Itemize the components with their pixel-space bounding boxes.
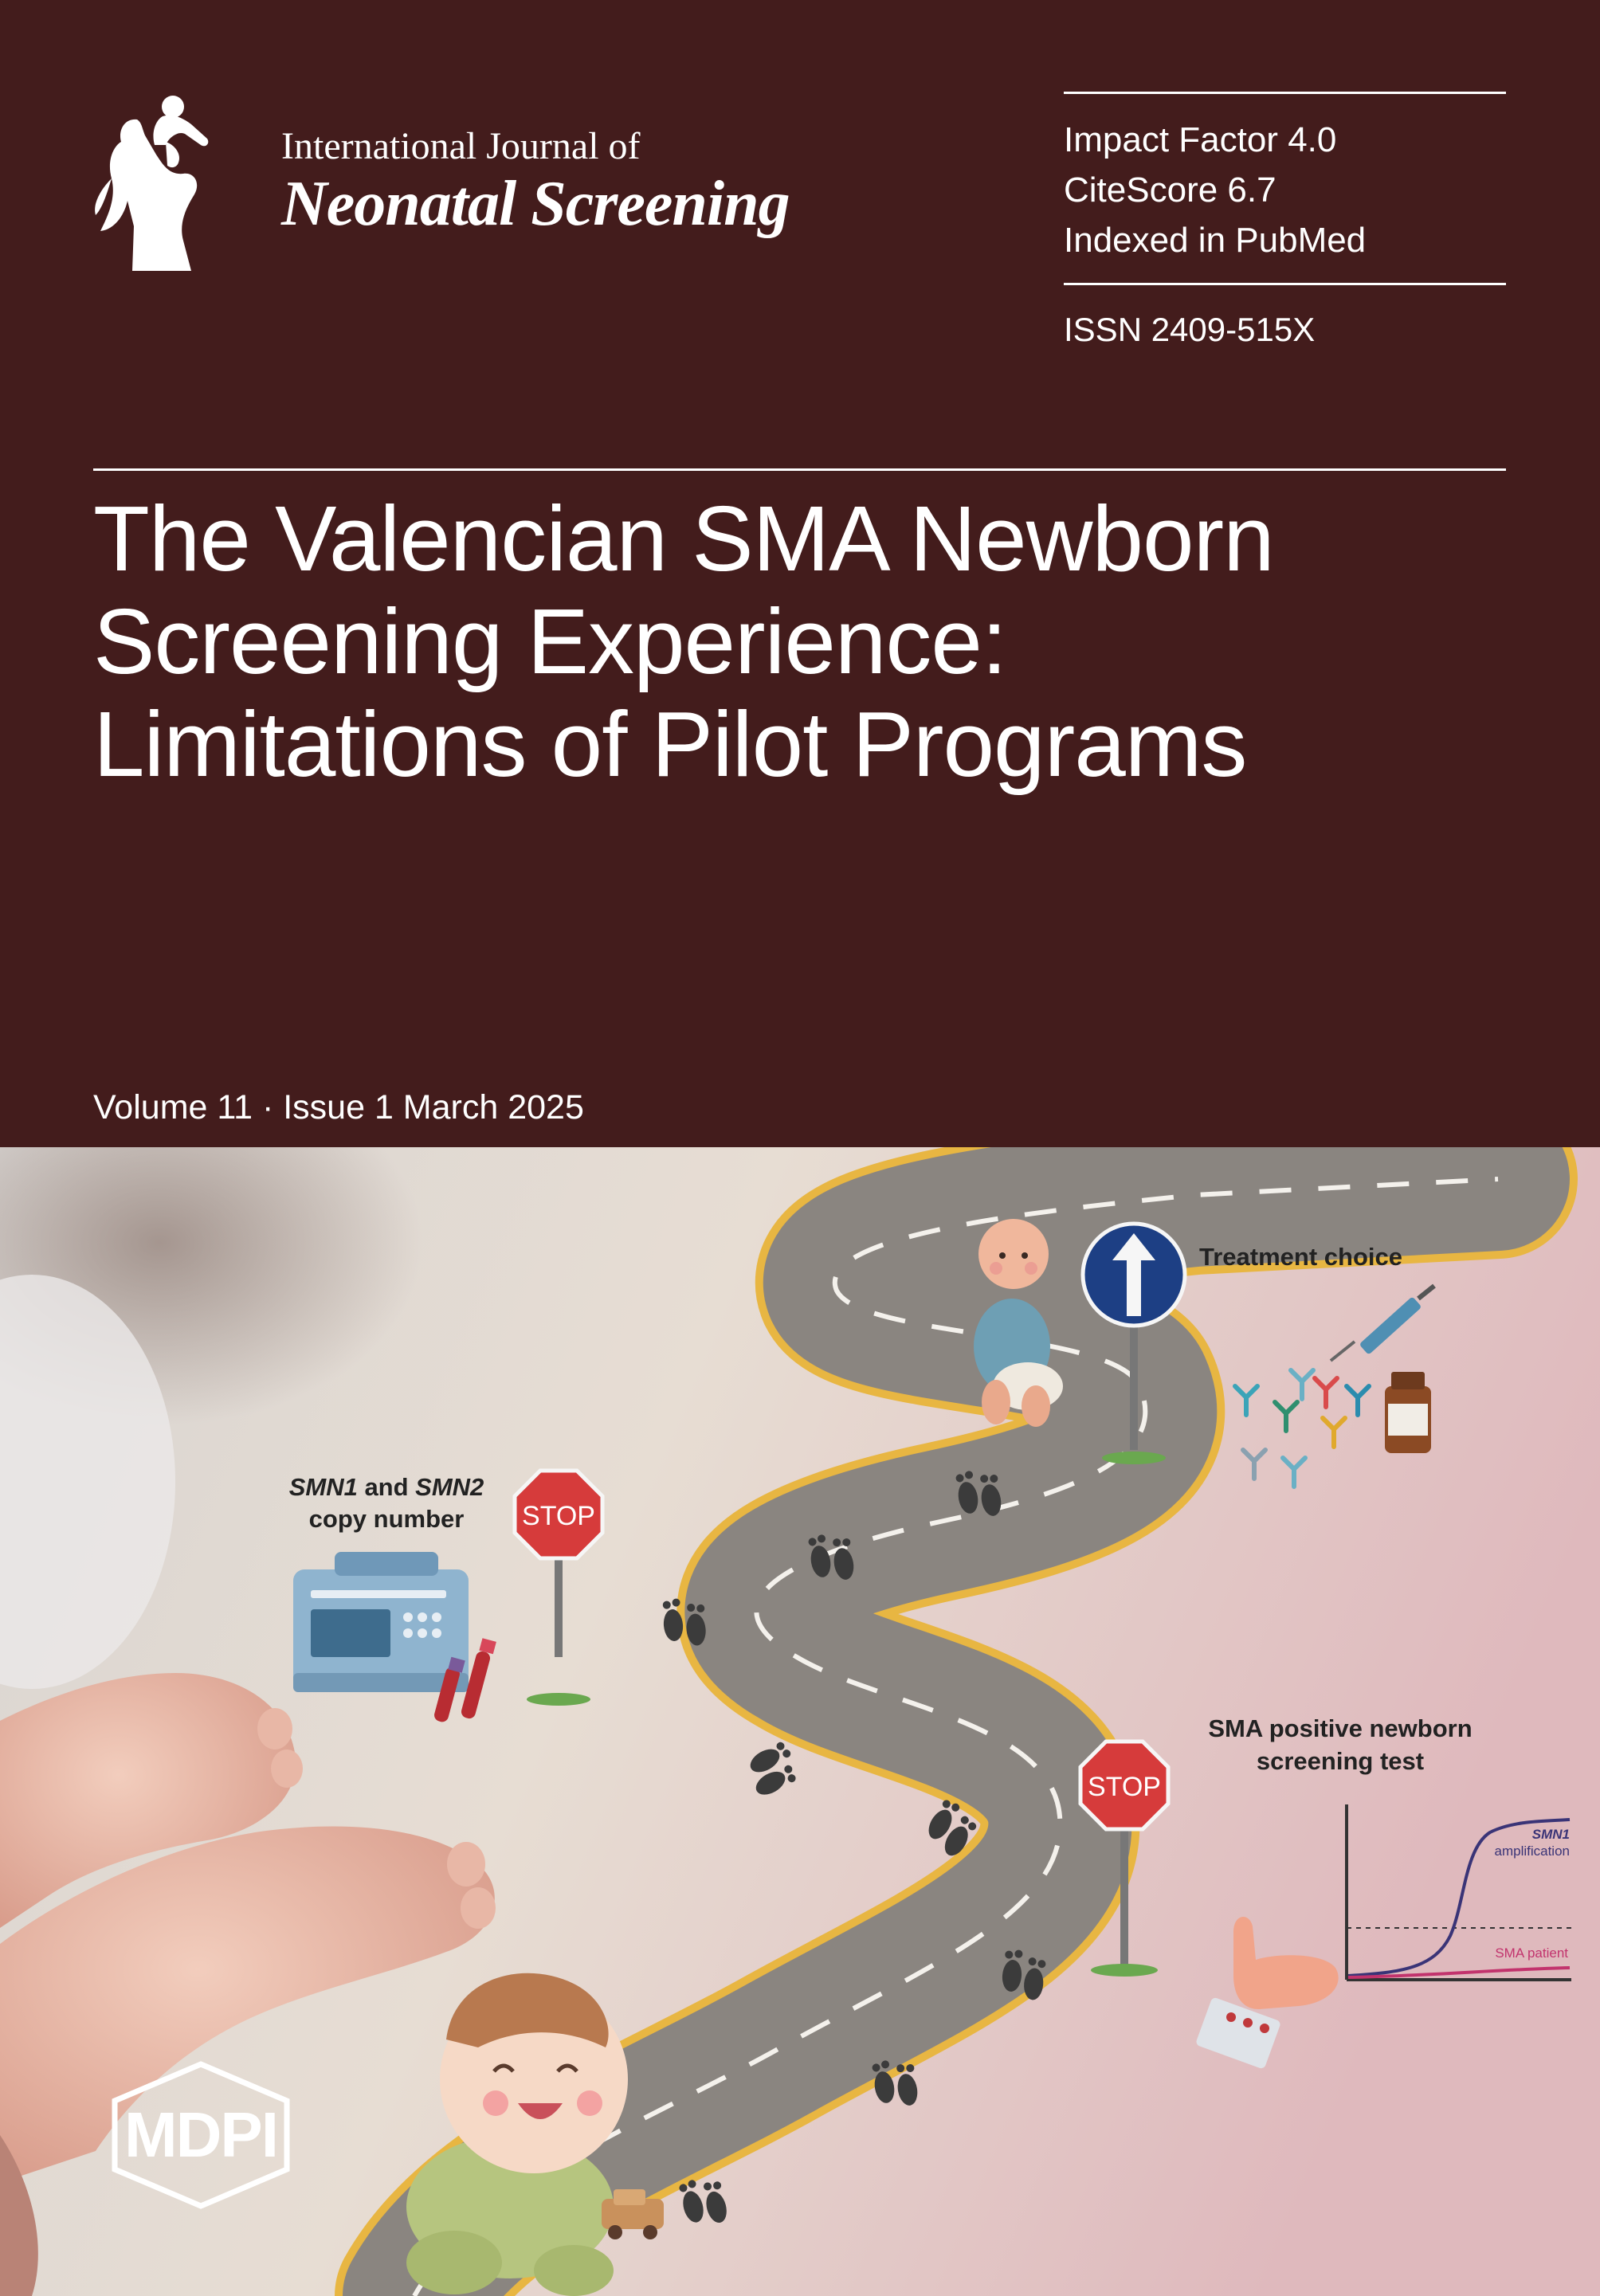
mdpi-logo-text: MDPI	[124, 2099, 277, 2170]
cover-header-band	[0, 0, 1600, 1147]
copy-number-and: and	[357, 1473, 416, 1501]
sma-patient-label: SMA patient	[1495, 1945, 1568, 1961]
mother-baby-logo-icon	[89, 96, 241, 271]
treatment-choice-label: Treatment choice	[1199, 1243, 1402, 1271]
issn: ISSN 2409-515X	[1064, 311, 1316, 348]
amplification-label-gene: SMN1	[1531, 1827, 1570, 1842]
stop-sign-bottom-label: STOP	[1088, 1772, 1161, 1802]
journal-name	[281, 123, 790, 238]
amplification-label-text: amplification	[1494, 1843, 1570, 1859]
positive-test-label-line2: screening test	[1256, 1747, 1425, 1775]
article-title-line2: Screening Experience:	[93, 590, 1007, 693]
article-title-line3: Limitations of Pilot Programs	[93, 692, 1247, 796]
issue-info: Volume 11 · Issue 1 March 2025	[93, 1088, 584, 1126]
journal-metrics	[1064, 92, 1506, 354]
impact-factor: Impact Factor 4.0	[1064, 120, 1337, 159]
journal-name-line1: International Journal of	[281, 125, 641, 167]
journal-name-line2: Neonatal Screening	[281, 169, 790, 239]
mdpi-logo-mark	[89, 2059, 312, 2211]
citescore: CiteScore 6.7	[1064, 170, 1276, 210]
indexing: Indexed in PubMed	[1064, 221, 1367, 260]
metrics-bottom-rule	[1064, 283, 1506, 285]
mdpi-logo	[89, 2059, 312, 2211]
copy-number-label-line2: copy number	[308, 1505, 465, 1533]
pcr-machine-icon	[293, 1552, 469, 1692]
copy-number-gene1: SMN1	[288, 1473, 358, 1501]
article-title-line1: The Valencian SMA Newborn	[93, 487, 1274, 590]
article-title	[93, 488, 1512, 796]
copy-number-gene2: SMN2	[415, 1473, 484, 1501]
copy-number-label-line1	[289, 1473, 484, 1501]
title-rule	[93, 468, 1506, 471]
metrics-list	[1064, 94, 1506, 283]
stop-sign-top-label: STOP	[522, 1501, 595, 1531]
medicine-bottle-icon	[1385, 1372, 1431, 1453]
positive-test-label-line1: SMA positive newborn	[1208, 1714, 1473, 1742]
